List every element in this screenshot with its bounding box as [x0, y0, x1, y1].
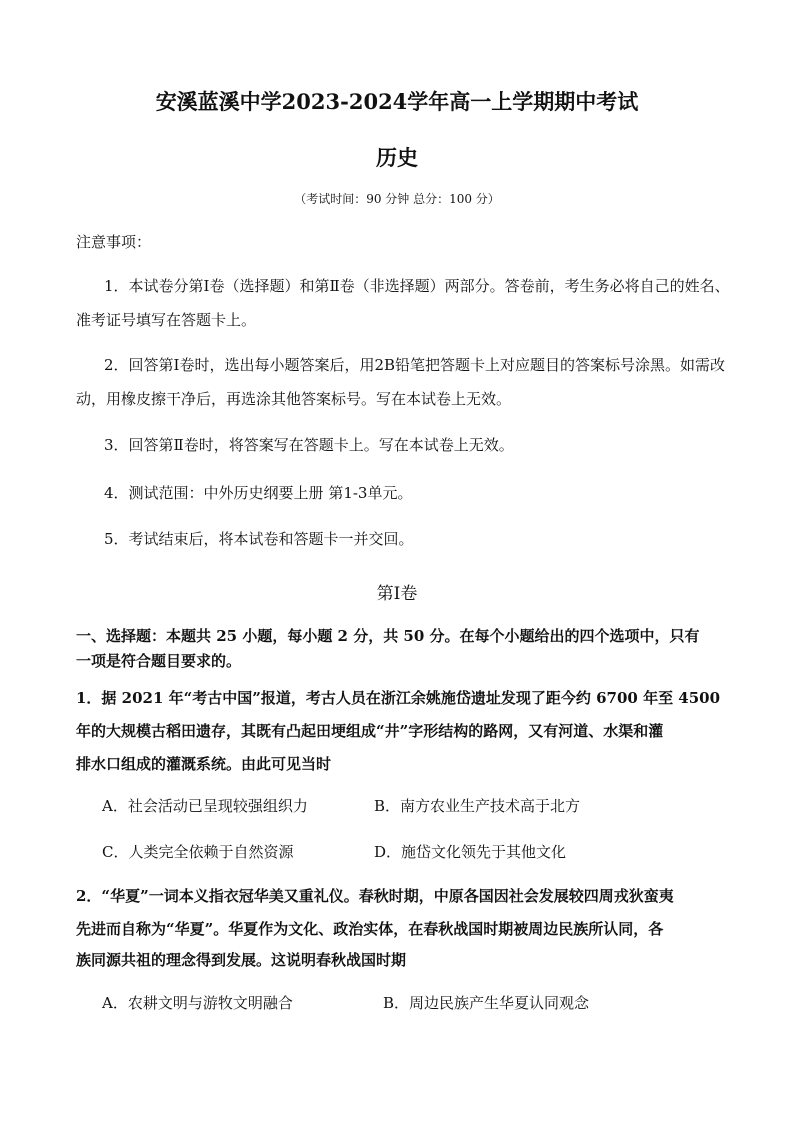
- question-1-option-d: D．施岱文化领先于其他文化: [374, 843, 567, 861]
- notice-item-5: 5．考试结束后，将本试卷和答题卡一并交回。: [104, 530, 414, 548]
- notice-item-2-line2: 动，用橡皮擦干净后，再选涂其他答案标号。写在本试卷上无效。: [76, 390, 512, 408]
- question-1-option-c: C．人类完全依赖于自然资源: [102, 843, 294, 861]
- notice-item-3: 3．回答第Ⅱ卷时，将答案写在答题卡上。写在本试卷上无效。: [104, 436, 514, 454]
- question-2-line1: 2．“华夏”一词本义指衣冠华美又重礼仪。春秋时期，中原各国因社会发展较四周戎狄蛮夷: [76, 887, 674, 905]
- notice-heading: 注意事项：: [76, 233, 152, 251]
- subject-title: 历史: [376, 145, 418, 170]
- question-1-line2: 年的大规模古稻田遗存，其既有凸起田埂组成“井”字形结构的路网，又有河道、水渠和灌: [76, 722, 664, 740]
- question-1-line3: 排水口组成的灌溉系统。由此可见当时: [76, 755, 332, 773]
- notice-item-1-line2: 准考证号填写在答题卡上。: [76, 311, 257, 329]
- question-1-option-a: A．社会活动已呈现较强组织力: [102, 797, 308, 815]
- question-2-line3: 族同源共祖的理念得到发展。这说明春秋战国时期: [76, 951, 407, 969]
- section-title: 第Ⅰ卷: [376, 584, 418, 604]
- question-2-option-b: B．周边民族产生华夏认同观念: [383, 994, 590, 1012]
- question-1-option-b: B．南方农业生产技术高于北方: [374, 797, 581, 815]
- question-2-option-a: A．农耕文明与游牧文明融合: [102, 994, 293, 1012]
- exam-info: （考试时间：90 分钟 总分：100 分）: [294, 192, 500, 206]
- question-2-line2: 先进而自称为“华夏”。华夏作为文化、政治实体，在春秋战国时期被周边民族所认同，各: [76, 920, 664, 938]
- notice-item-1-line1: 1．本试卷分第Ⅰ卷（选择题）和第Ⅱ卷（非选择题）两部分。答卷前，考生务必将自己的姓名、: [104, 277, 730, 295]
- notice-item-4: 4．测试范围：中外历史纲要上册 第1-3单元。: [104, 484, 413, 502]
- question-1-line1: 1．据 2021 年“考古中国”报道，考古人员在浙江余姚施岱遗址发现了距今约 6700 年至 4500: [76, 689, 721, 707]
- part-one-line2: 一项是符合题目要求的。: [76, 652, 242, 670]
- part-one-line1: 一、选择题：本题共 25 小题，每小题 2 分，共 50 分。在每个小题给出的四个选项中，只有: [76, 627, 700, 645]
- exam-title: 安溪蓝溪中学2023-2024学年高一上学期期中考试: [155, 89, 639, 114]
- notice-item-2-line1: 2．回答第Ⅰ卷时，选出每小题答案后，用2B铅笔把答题卡上对应题目的答案标号涂黑。如需改: [104, 356, 726, 374]
